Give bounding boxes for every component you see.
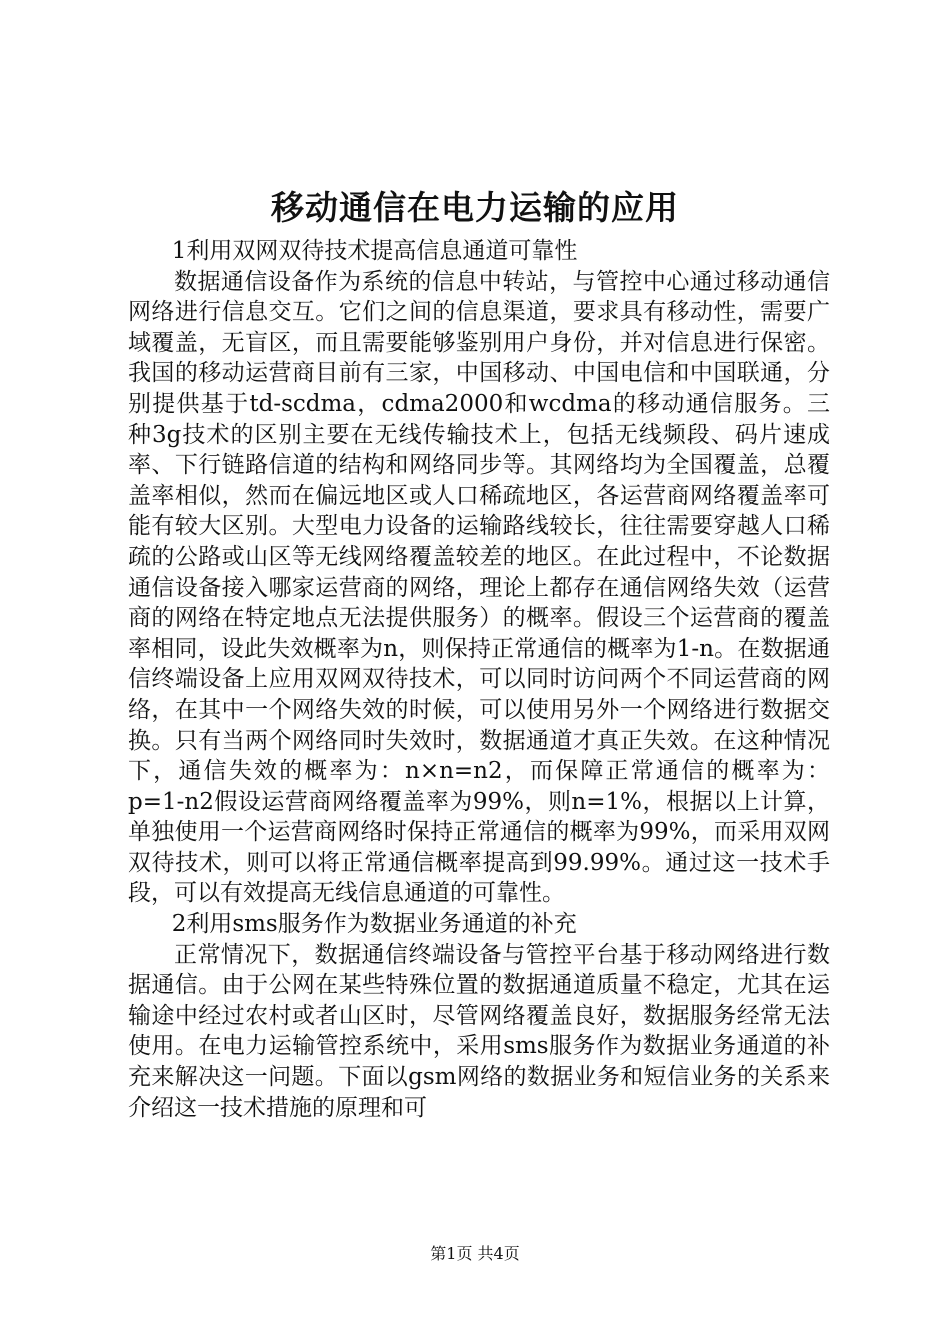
document-title: 移动通信在电力运输的应用 bbox=[271, 188, 679, 227]
page-footer: 第1页 共4页 bbox=[430, 1244, 520, 1263]
section-heading-1: 1利用双网双待技术提高信息通道可靠性 bbox=[171, 238, 578, 264]
section-heading-2: 2利用sms服务作为数据业务通道的补充 bbox=[171, 911, 577, 938]
document-body bbox=[128, 236, 830, 1123]
section-paragraph-1: 数据通信设备作为系统的信息中转站，与管控中心通过移动通信网络进行信息交互。它们之间的信息渠道，要求具有移动性，需要广域覆盖，无盲区，而且需要能够鉴别用户身份，并对信息进行保密。我国的移动运营商目前有三家，中国移动、中国电信和中国联通，分别提供基于td-scdma，cdma2000和wcdma的移动通信服务。三种3g技术的区别主要在无线传输技术上，包括无线频段、码片速成率、下行链路信道的结构和网络同步等。其网络均为全国覆盖，总覆盖率相似，然而在偏远地区或人口稀疏地区，各运营商网络覆盖率可能有较大区别。大型电力设备的运输路线较长，往往需要穿越人口稀疏的公路或山区等无线网络覆盖较差的地区。在此过程中，不论数据通信设备接入哪家运营商的网络，理论上都存在通信网络失效（运营商的网络在特定地点无法提供服务）的概率。假设三个运营商的覆盖率相同，设此失效概率为n，则保持正常通信的概率为1-n。在数据通信终端设备上应用双网双待技术，可以同时访问两个不同运营商的网络，在其中一个网络失效的时候，可以使用另外一个网络进行数据交换。只有当两个网络同时失效时，数据通道才真正失效。在这种情况下，通信失效的概率为：n×n=n2，而保障正常通信的概率为：p=1-n2假设运营商网络覆盖率为99%，则n=1%，根据以上计算，单独使用一个运营商网络时保持正常通信的概率为99%，而采用双网双待技术，则可以将正常通信概率提高到99.99%。通过这一技术手段，可以有效提高无线信息通道的可靠性。 bbox=[128, 268, 830, 907]
section-paragraph-2: 正常情况下，数据通信终端设备与管控平台基于移动网络进行数据通信。由于公网在某些特殊位置的数据通道质量不稳定，尤其在运输途中经过农村或者山区时，尽管网络覆盖良好，数据服务经常无法使用。在电力运输管控系统中，采用sms服务作为数据业务通道的补充来解决这一问题。下面以gsm网络的数据业务和短信业务的关系来介绍这一技术措施的原理和可 bbox=[128, 941, 830, 1121]
